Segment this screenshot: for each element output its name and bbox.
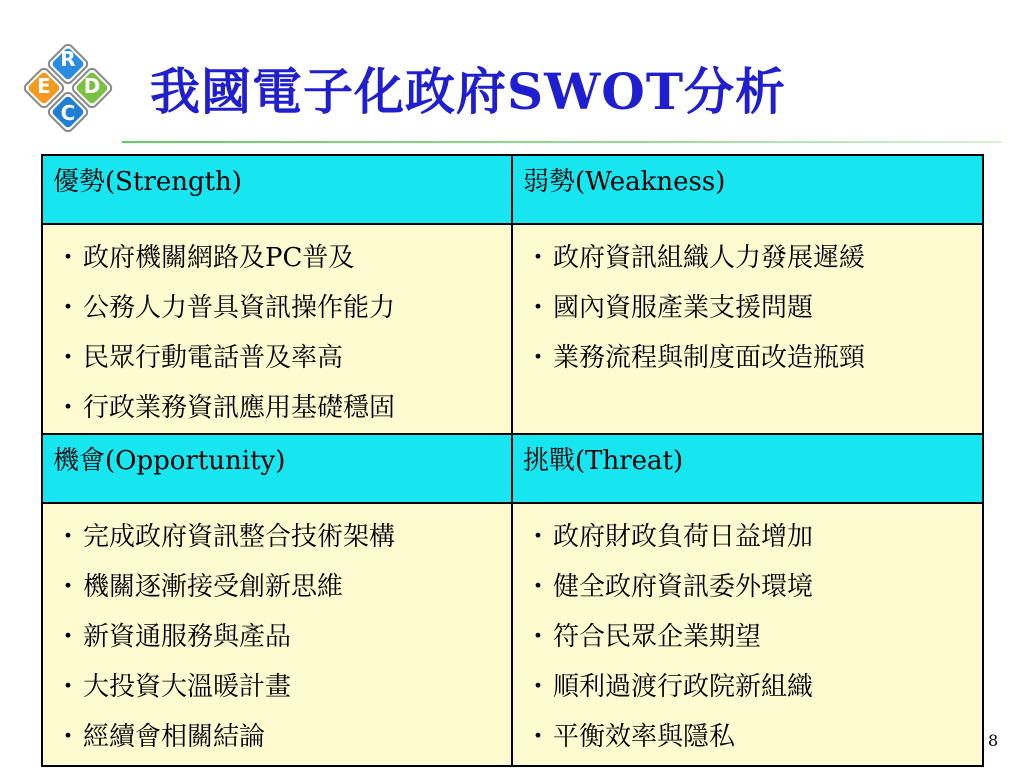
swot-body-row-top: [42, 224, 983, 434]
list-item: [523, 283, 972, 333]
list-item: [53, 512, 501, 562]
threat-header: 挑戰(Threat): [512, 434, 983, 503]
threat-item-text: 平衡效率與隱私: [553, 722, 736, 752]
bullet-glyph: ・: [524, 343, 551, 373]
weakness-list: [523, 233, 972, 383]
logo-letter-c: C: [60, 101, 76, 125]
bullet-glyph: ・: [54, 293, 81, 323]
strength-item-text: 政府機關網路及PC普及: [83, 243, 355, 273]
weakness-cell: [512, 224, 983, 434]
list-item: [53, 612, 501, 662]
bullet-glyph: ・: [54, 393, 81, 423]
bullet-glyph: ・: [54, 522, 81, 552]
opportunity-header: 機會(Opportunity): [42, 434, 512, 503]
swot-body-row-bottom: [42, 503, 983, 766]
bullet-glyph: ・: [524, 672, 551, 702]
page-title: 我國電子化政府SWOT分析: [150, 62, 787, 121]
list-item: [523, 512, 972, 562]
logo-letter-e: E: [37, 74, 51, 98]
list-item: [53, 562, 501, 612]
opportunity-cell: [42, 503, 512, 766]
bullet-glyph: ・: [54, 622, 81, 652]
swot-table: [41, 154, 984, 767]
bullet-glyph: ・: [54, 243, 81, 273]
list-item: [53, 662, 501, 712]
weakness-item-text: 政府資訊組織人力發展遲緩: [553, 243, 866, 273]
threat-item-text: 順利過渡行政院新組織: [553, 672, 814, 702]
opportunity-list: [53, 512, 501, 762]
list-item: [523, 233, 972, 283]
list-item: [523, 612, 972, 662]
list-item: [523, 333, 972, 383]
list-item: [523, 562, 972, 612]
bullet-glyph: ・: [54, 572, 81, 602]
opportunity-item-text: 大投資大溫暖計畫: [83, 672, 292, 702]
swot-header-row-bottom: [42, 434, 983, 503]
bullet-glyph: ・: [524, 293, 551, 323]
list-item: [53, 712, 501, 762]
strength-cell: [42, 224, 512, 434]
threat-item-text: 符合民眾企業期望: [553, 622, 762, 652]
list-item: [53, 383, 501, 433]
bullet-glyph: ・: [524, 722, 551, 752]
weakness-item-text: 國內資服產業支援問題: [553, 293, 814, 323]
threat-list: [523, 512, 972, 762]
weakness-header: 弱勢(Weakness): [512, 155, 983, 224]
logo-letter-r: R: [60, 47, 76, 71]
swot-header-row-top: [42, 155, 983, 224]
bullet-glyph: ・: [524, 243, 551, 273]
threat-item-text: 健全政府資訊委外環境: [553, 572, 814, 602]
list-item: [523, 662, 972, 712]
threat-cell: [512, 503, 983, 766]
logo-letter-d: D: [83, 74, 101, 98]
bullet-glyph: ・: [54, 722, 81, 752]
strength-item-text: 行政業務資訊應用基礎穩固: [83, 393, 396, 423]
bullet-glyph: ・: [524, 622, 551, 652]
strength-item-text: 民眾行動電話普及率高: [83, 343, 344, 373]
list-item: [523, 712, 972, 762]
list-item: [53, 283, 501, 333]
weakness-item-text: 業務流程與制度面改造瓶頸: [553, 343, 866, 373]
bullet-glyph: ・: [54, 672, 81, 702]
strength-header: 優勢(Strength): [42, 155, 512, 224]
opportunity-item-text: 經續會相關結論: [83, 722, 266, 752]
opportunity-item-text: 新資通服務與產品: [83, 622, 292, 652]
list-item: [53, 233, 501, 283]
page-number: 8: [988, 731, 999, 750]
bullet-glyph: ・: [54, 343, 81, 373]
bullet-glyph: ・: [524, 572, 551, 602]
threat-item-text: 政府財政負荷日益增加: [553, 522, 814, 552]
title-divider: [122, 141, 1002, 143]
bullet-glyph: ・: [524, 522, 551, 552]
strength-list: [53, 233, 501, 433]
opportunity-item-text: 完成政府資訊整合技術架構: [83, 522, 396, 552]
opportunity-item-text: 機關逐漸接受創新思維: [83, 572, 344, 602]
rdec-logo: [18, 38, 118, 138]
list-item: [53, 333, 501, 383]
strength-item-text: 公務人力普具資訊操作能力: [83, 293, 396, 323]
